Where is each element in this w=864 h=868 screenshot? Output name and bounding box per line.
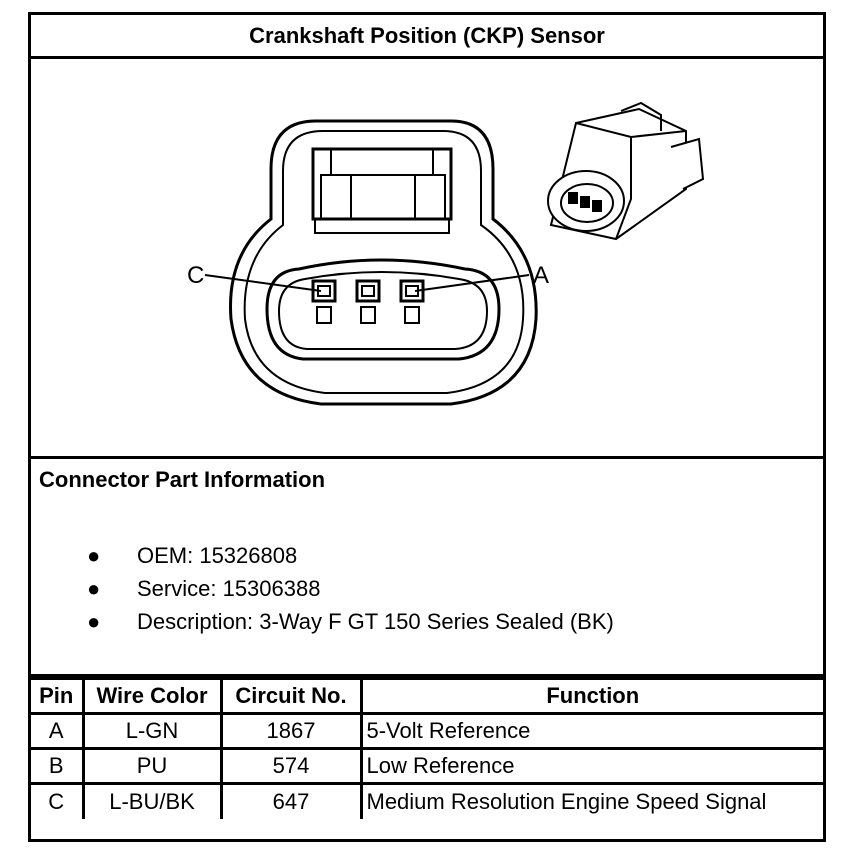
header-wire-color: Wire Color bbox=[83, 679, 221, 714]
seal-outer bbox=[267, 260, 499, 359]
table-row bbox=[31, 749, 823, 784]
latch-left-tab bbox=[321, 175, 351, 219]
cell-pin: A bbox=[31, 714, 83, 749]
cell-circuit-no: 647 bbox=[221, 784, 361, 819]
connector-face-drawing bbox=[31, 59, 823, 457]
header-circuit-no: Circuit No. bbox=[221, 679, 361, 714]
latch-right-tab bbox=[415, 175, 445, 219]
connector-diagram bbox=[31, 59, 823, 459]
cell-circuit-no: 1867 bbox=[221, 714, 361, 749]
terminal-b bbox=[357, 281, 379, 323]
seal-inner bbox=[279, 272, 487, 349]
cell-pin: B bbox=[31, 749, 83, 784]
latch-base bbox=[315, 219, 449, 233]
part-service: Service: 15306388 bbox=[137, 576, 321, 601]
page-title: Crankshaft Position (CKP) Sensor bbox=[31, 15, 823, 59]
part-oem: OEM: 15326808 bbox=[137, 543, 298, 568]
bullet-icon: ● bbox=[87, 543, 101, 568]
cell-circuit-no: 574 bbox=[221, 749, 361, 784]
table-header-row bbox=[31, 679, 823, 714]
table-row bbox=[31, 714, 823, 749]
part-info-list bbox=[31, 539, 614, 638]
cell-function: 5-Volt Reference bbox=[361, 714, 823, 749]
pin-label-c: C bbox=[187, 262, 205, 289]
cell-function: Low Reference bbox=[361, 749, 823, 784]
connector-part-info bbox=[31, 459, 823, 677]
cell-wire-color: L-GN bbox=[83, 714, 221, 749]
terminal-a bbox=[401, 281, 423, 323]
pin-label-a: A bbox=[533, 262, 550, 289]
connector-3d-view bbox=[548, 103, 703, 239]
pinout-table bbox=[31, 677, 823, 819]
terminal-c bbox=[313, 281, 335, 323]
table-row bbox=[31, 784, 823, 819]
cell-pin: C bbox=[31, 784, 83, 819]
header-function: Function bbox=[361, 679, 823, 714]
header-pin: Pin bbox=[31, 679, 83, 714]
bullet-icon: ● bbox=[87, 609, 101, 634]
cell-wire-color: PU bbox=[83, 749, 221, 784]
cell-function: Medium Resolution Engine Speed Signal bbox=[361, 784, 823, 819]
leader-line-c bbox=[205, 275, 321, 291]
bullet-icon: ● bbox=[87, 576, 101, 601]
latch-top bbox=[331, 149, 433, 175]
list-item bbox=[31, 605, 614, 638]
info-heading: Connector Part Information bbox=[39, 467, 326, 492]
part-description: Description: 3-Way F GT 150 Series Sealed (BK) bbox=[137, 609, 614, 634]
list-item bbox=[31, 539, 614, 572]
connector-sheet bbox=[28, 12, 826, 842]
connector-outer-shell bbox=[231, 121, 537, 404]
list-item bbox=[31, 572, 614, 605]
leader-line-a bbox=[415, 275, 529, 291]
cell-wire-color: L-BU/BK bbox=[83, 784, 221, 819]
latch-body bbox=[313, 149, 451, 219]
